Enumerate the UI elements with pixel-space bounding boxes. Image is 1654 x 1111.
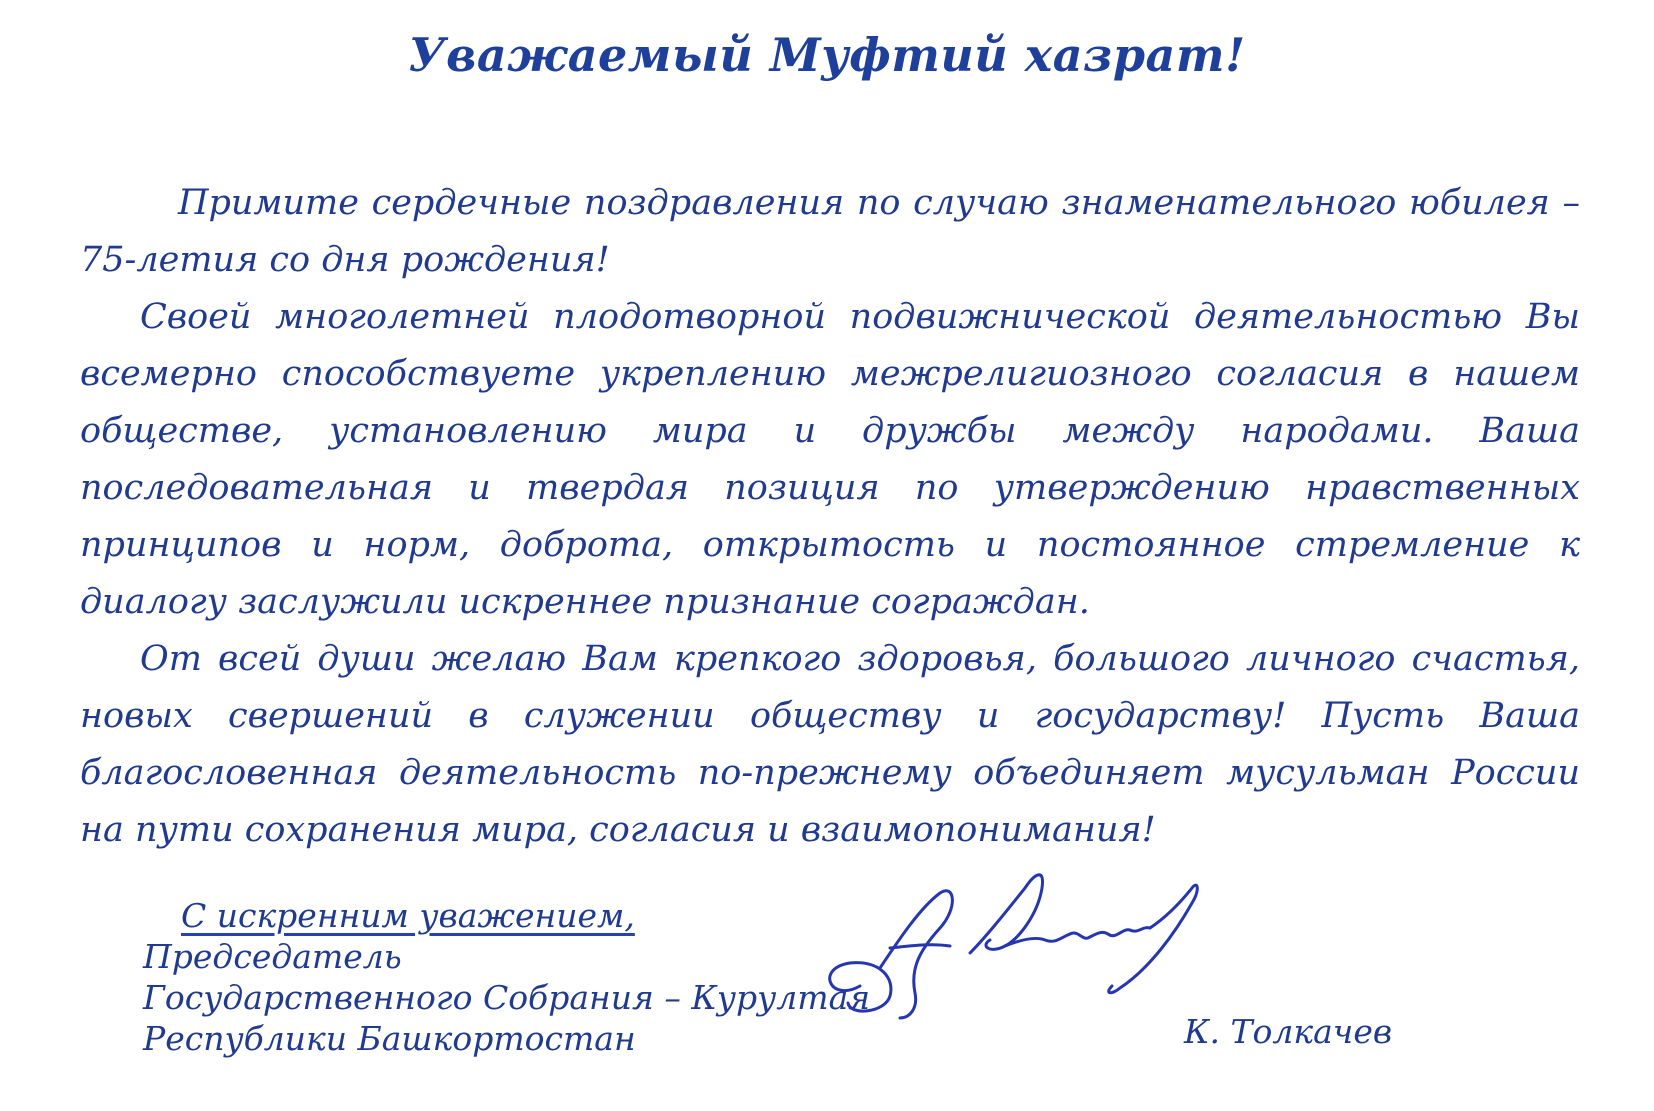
letter-title: Уважаемый Муфтий хазрат! xyxy=(408,28,1246,82)
signer-position-line-3: Республики Башкортостан xyxy=(143,1019,636,1058)
letter-body xyxy=(80,175,1580,859)
signer-name: К. Толкачев xyxy=(1184,1012,1393,1051)
closing-regards: С искренним уважением, xyxy=(181,896,635,935)
paragraph-merits: Своей многолетней плодотворной подвижнической деятельностью Вы всемерно способствуете укреплению межрелигиозного согласия в нашем обществе, установлению мира и дружбы между народами. Ваша последовательная и твердая позиция по утверждению нравственных принципов и норм, доброта, открытость и постоянное стремление к диалогу заслужили искреннее признание сограждан. xyxy=(80,297,1580,622)
closing-block xyxy=(143,895,870,1059)
signer-position-line-1: Председатель xyxy=(143,937,402,976)
signer-position-line-2: Государственного Собрания – Курултая xyxy=(143,978,871,1017)
paragraph-wishes: От всей души желаю Вам крепкого здоровья, большого личного счастья, новых свершений в служении обществу и государству! Пусть Ваша благословенная деятельность по-прежнему объединяет мусульман России на пути сохранения мира, согласия и взаимопонимания! xyxy=(80,639,1580,850)
paragraph-congratulations: Примите сердечные поздравления по случаю знаменательного юбилея – 75-летия со дня рождения! xyxy=(80,183,1580,280)
